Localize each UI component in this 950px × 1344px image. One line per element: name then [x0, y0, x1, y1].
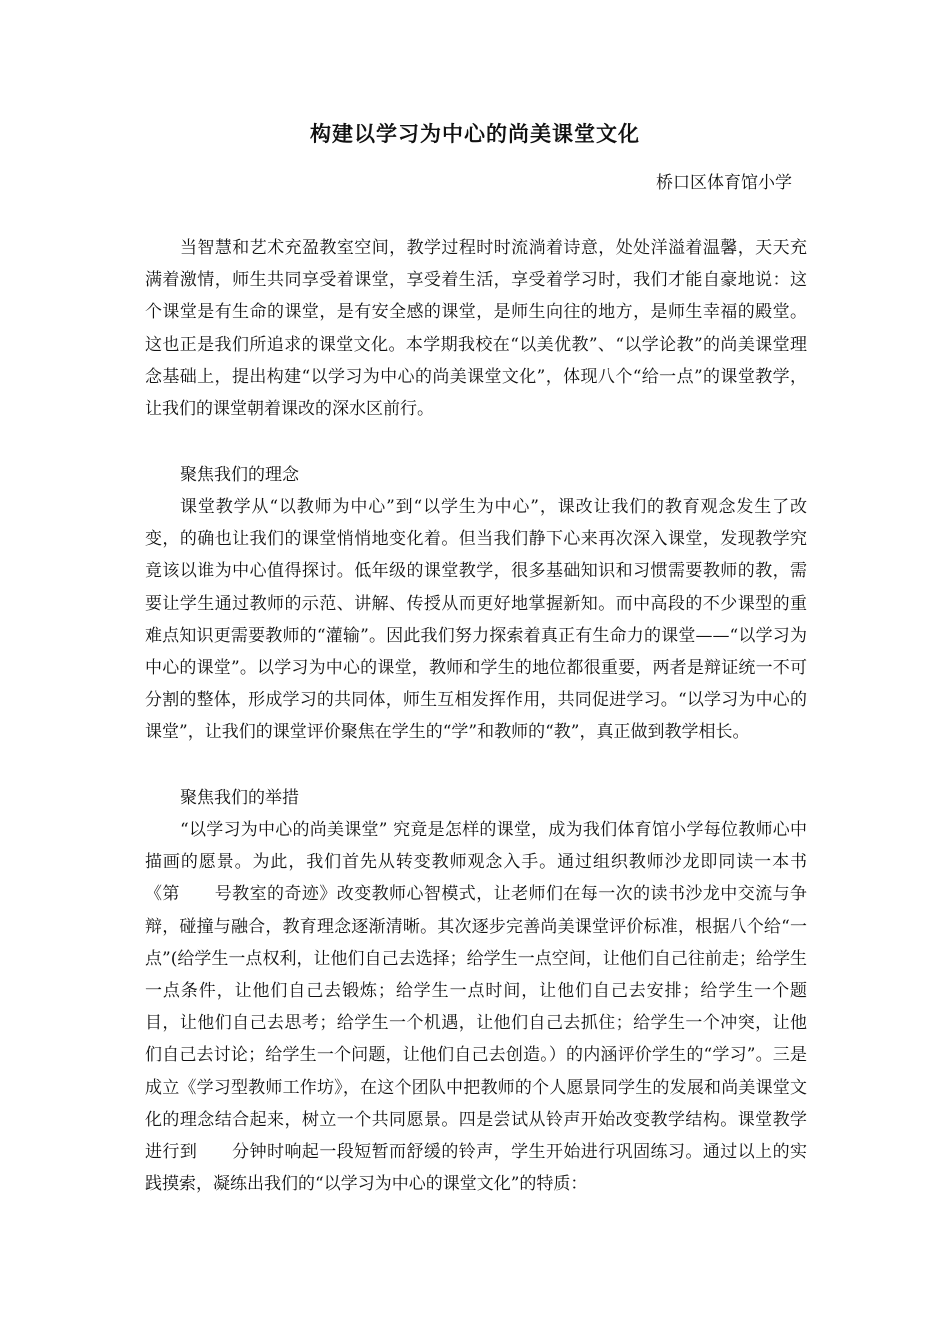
section2-paragraph: “以学习为中心的尚美课堂” 究竟是怎样的课堂，成为我们体育馆小学每位教师心中描画的愿景。为此，我们首先从转变教师观念入手。通过组织教师沙龙即同读一本书《第 号教室的奇迹》改变教师心智模式，让老师们在每一次的读书沙龙中交流与争辩，碰撞与融合，教育理念逐渐清晰。其次逐步完善尚美课堂评价标准，根据八个给“一点”(给学生一点权利，让他们自己去选择；给学生一点空间，让他们自己往前走；给学生一点条件，让他们自己去锻炼；给学生一点时间，让他们自己去安排；给学生一个题目，让他们自己去思考；给学生一个机遇，让他们自己去抓住；给学生一个冲突，让他们自己去讨论；给学生一个问题，让他们自己去创造。）的内涵评价学生的“学习”。三是成立《学习型教师工作坊》，在这个团队中把教师的个人愿景同学生的发展和尚美课堂文化的理念结合起来，树立一个共同愿景。四是尝试从铃声开始改变教学结构。课堂教学进行到 分钟时响起一段短暂而舒缓的铃声，学生开始进行巩固练习。通过以上的实践摸索，凝练出我们的“以学习为中心的课堂文化”的特质：: [145, 820, 807, 1195]
document-title: 构建以学习为中心的尚美课堂文化: [310, 122, 640, 146]
document-author: 桥口区体育馆小学: [656, 173, 792, 193]
section1-heading: 聚焦我们的理念: [180, 465, 299, 485]
section1-paragraph: 课堂教学从“以教师为中心”到“以学生为中心”，课改让我们的教育观念发生了改变，的确也让我们的课堂悄悄地变化着。但当我们静下心来再次深入课堂，发现教学究竟该以谁为中心值得探讨。低年级的课堂教学，很多基础知识和习惯需要教师的教，需要让学生通过教师的示范、讲解、传授从而更好地掌握新知。而中高段的不少课型的重难点知识更需要教师的“灌输”。因此我们努力探索着真正有生命力的课堂——“以学习为中心的课堂”。以学习为中心的课堂，教师和学生的地位都很重要，两者是辩证统一不可分割的整体，形成学习的共同体，师生互相发挥作用，共同促进学习。“以学习为中心的课堂”，让我们的课堂评价聚焦在学生的“学”和教师的“教”，真正做到教学相长。: [145, 497, 807, 743]
intro-paragraph: 当智慧和艺术充盈教室空间，教学过程时时流淌着诗意，处处洋溢着温馨，天天充满着激情，师生共同享受着课堂，享受着生活，享受着学习时，我们才能自豪地说：这个课堂是有生命的课堂，是有安全感的课堂，是师生向往的地方，是师生幸福的殿堂。这也正是我们所追求的课堂文化。本学期我校在“以美优教”、“以学论教”的尚美课堂理念基础上，提出构建“以学习为中心的尚美课堂文化”，体现八个“给一点”的课堂教学，让我们的课堂朝着课改的深水区前行。: [145, 238, 807, 420]
section1-heading-wrap: [180, 459, 580, 491]
section2-section: [145, 814, 807, 1200]
intro-section: [145, 232, 807, 425]
section2-heading: 聚焦我们的举措: [180, 788, 299, 808]
section1-section: [145, 491, 807, 749]
section2-heading-wrap: [180, 782, 580, 814]
